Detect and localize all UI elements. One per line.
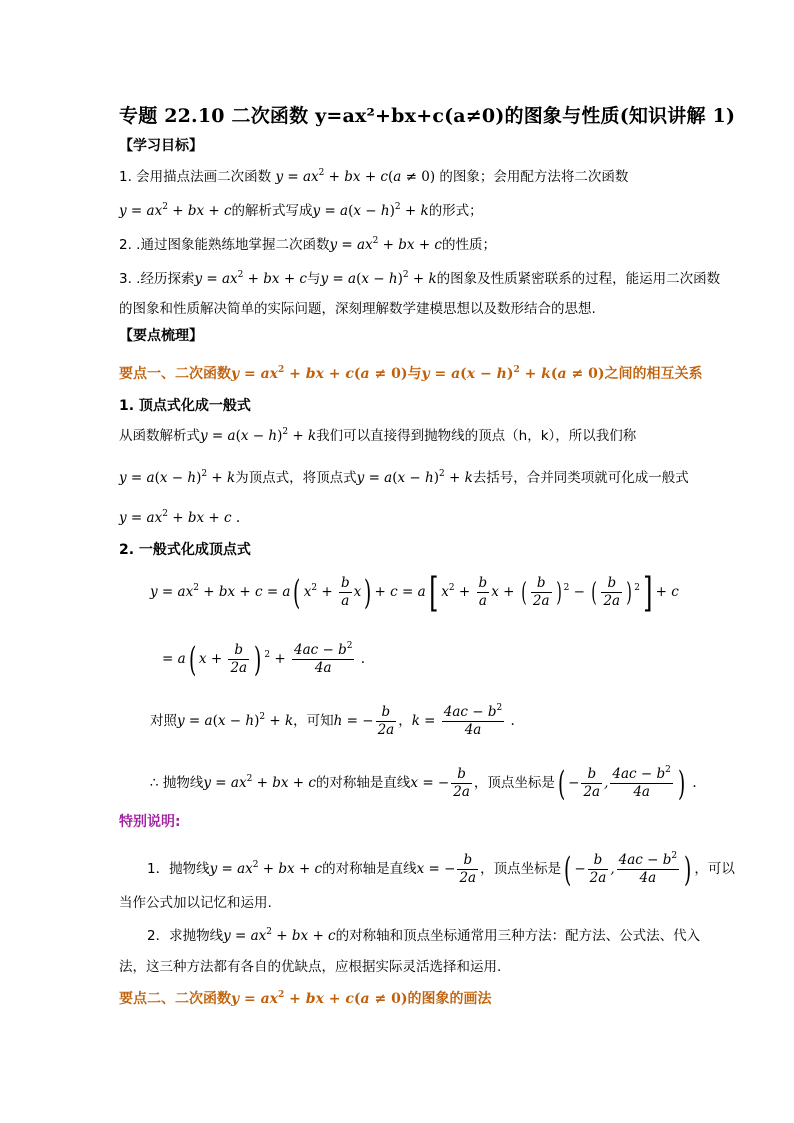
learning-goals-heading: 【学习目标】 (119, 138, 203, 154)
formula-general: $y = ax^2$ + bx + c(a ≠ 0) (275, 168, 436, 185)
point-2-heading: 要点二、二次函数$y = ax^2$ + bx + c(a ≠ 0)的图象的画法 (119, 990, 492, 1007)
therefore-line: ∴ 抛物线$y = ax^2$ + bx + c的对称轴是直线x = − $\frac{b}{2a}$ ，顶点坐标是( − $\frac{b}{2a}$ , $\frac{4ac - b^2}{4a}$ ) . (150, 763, 697, 804)
goal-2: 2. .通过图象能熟练地掌握二次函数$y = ax^2$ + bx + c的性质； (119, 236, 496, 253)
page-title: 专题 22.10 二次函数 y=ax²+bx+c(a≠0)的图象与性质(知识讲解 1) (119, 105, 736, 127)
derivation-line-1: $y = ax^2$ + bx + c = a( $x^2$ + $\frac{b}{a}$ x) + c = a[ $x^2$ + $\frac{b}{a}$ x + ( $\frac{b}{2a}$ ) $^2$ − ( $\frac{b}{2a}$ ) $^2$] + c (150, 569, 679, 616)
para-1-line-3: $y = ax^2$ + bx + c . (119, 509, 241, 526)
subsection-1: 1. 顶点式化成一般式 (119, 398, 251, 414)
goal-3-line-1: 3. .经历探索$y = ax^2$ + bx + c与$y = a(x - h)^2 + k$的图象及性质紧密联系的过程，能运用二次函数 (119, 270, 721, 287)
compare-line: 对照$y = a(x - h)^2 + k$，可知h = − $\frac{b}{2a}$ ，k = $\frac{4ac - b^2}{4a}$ . (150, 703, 515, 738)
goal-3-line-2: 的图象和性质解决简单的实际问题，深刻理解数学建模思想以及数形结合的思想. (119, 301, 596, 317)
subsection-2: 2. 一般式化成顶点式 (119, 542, 251, 558)
point-1-heading: 要点一、二次函数$y = ax^2$ + bx + c(a ≠ 0)与$y = a(x - h)^2 + k(a \ne 0)$之间的相互关系 (119, 365, 703, 382)
note-1-line-1: 1．抛物线$y = ax^2$ + bx + c的对称轴是直线x = − $\frac{b}{2a}$ ，顶点坐标是( − $\frac{b}{2a}$ , $\frac{4ac - b^2}{4a}$ ) ，可以 (147, 849, 735, 890)
para-1-line-1: 从函数解析式$y = a(x - h)^2 + k$我们可以直接得到抛物线的顶点（h，k），所以我们称 (119, 427, 637, 444)
note-1-line-2: 当作公式加以记忆和运用. (119, 895, 272, 911)
goal-1-line-2: $y = ax^2$ + bx + c的解析式写成$y = a(x - h)^2 + k$的形式； (119, 202, 483, 219)
formula-vertex: $y = a(x - h)^2 + k$ (312, 202, 429, 219)
note-2-line-1: 2．求抛物线$y = ax^2$ + bx + c的对称轴和顶点坐标通常用三种方法：配方法、公式法、代入 (147, 927, 701, 944)
derivation-line-2: = a( x + $\frac{b}{2a}$ ) $^2$ + $\frac{4ac - b^2}{4a}$ . (162, 639, 366, 680)
note-2-line-2: 法，这三种方法都有各自的优缺点，应根据实际灵活选择和运用. (119, 959, 502, 975)
key-points-heading: 【要点梳理】 (119, 328, 203, 344)
para-1-line-2: $y = a(x - h)^2 + k$为顶点式，将顶点式$y = a(x - h)^2 + k$去括号，合并同类项就可化成一般式 (119, 469, 689, 486)
goal-1-line-1: 1. 会用描点法画二次函数 $y = ax^2$ + bx + c(a ≠ 0) 的图象；会用配方法将二次函数 (119, 168, 629, 185)
special-note-heading: 特别说明: (119, 814, 181, 830)
